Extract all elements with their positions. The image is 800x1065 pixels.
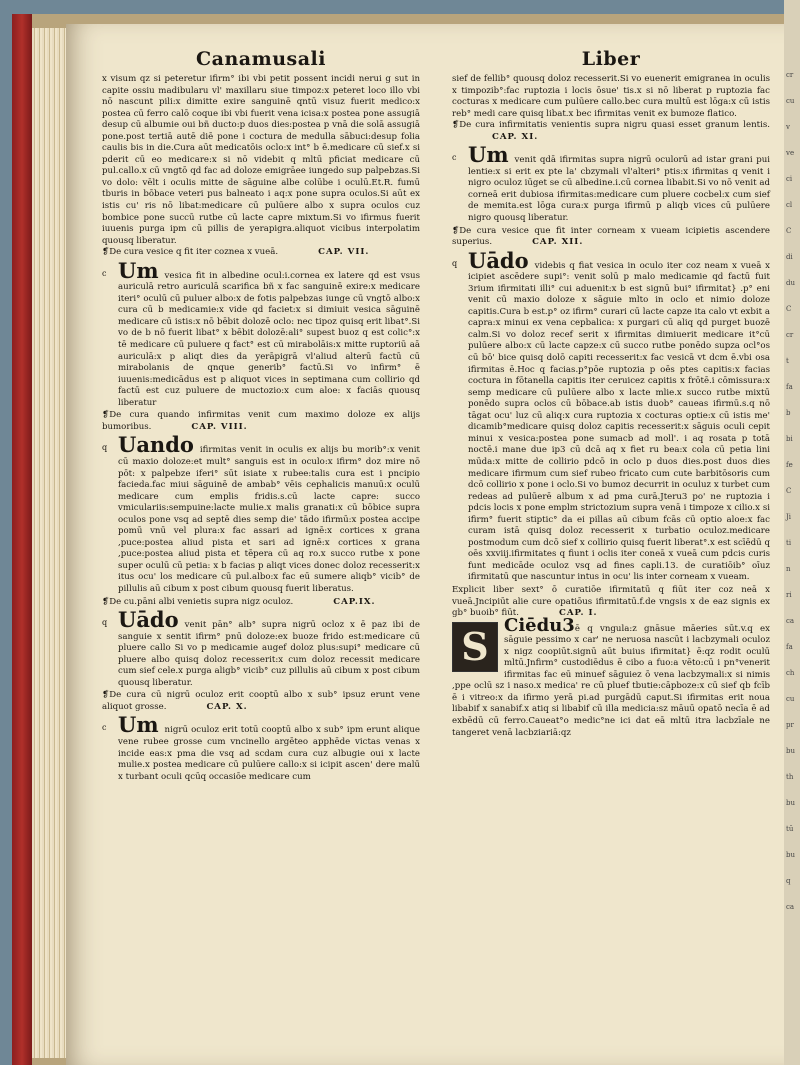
strip-fragment: t — [786, 357, 789, 365]
pilcrow-icon: ❡ — [102, 690, 110, 701]
red-cover-edge — [12, 14, 32, 1065]
lead-paragraph — [102, 609, 420, 689]
page-block-edges — [32, 28, 66, 1058]
strip-fragment: fa — [786, 643, 793, 651]
paragraph — [102, 74, 420, 247]
chapter-number: CAP. I. — [558, 608, 598, 619]
lead-paragraph — [452, 144, 770, 224]
chapter-heading — [452, 226, 770, 249]
chapter-title: De cura infirmitatis venientis supra nigru quasi esset granum lentis. — [459, 120, 770, 131]
strip-fragment: Ji — [786, 513, 792, 521]
decorated-paragraph — [452, 614, 770, 739]
strip-fragment: cr — [786, 331, 794, 339]
strip-fragment: b — [786, 409, 791, 417]
woodcut-initial: S — [452, 622, 498, 672]
chapter-title: De cura quando infirmitas venit cum maximo doloze ex alijs bumoribus. — [102, 410, 420, 432]
strip-fragment: q — [786, 877, 791, 885]
lead-word: Um — [118, 712, 159, 738]
lead-text — [118, 714, 420, 783]
strip-fragment: cl — [786, 201, 793, 209]
adjacent-page-strip — [784, 0, 800, 1065]
chapter-number: CAP. XI. — [492, 131, 539, 142]
left-column — [102, 48, 420, 784]
right-column-text — [452, 74, 770, 739]
strip-fragment: tū — [786, 825, 794, 833]
guide-letter: c — [102, 268, 107, 278]
strip-fragment: ti — [786, 539, 792, 547]
guide-letter: c — [102, 723, 107, 733]
lead-text — [118, 434, 420, 595]
chapter-title: De cura cū nigrū oculoz erit cooptū albo x sub° ipsuz erunt vene aliquot grosse. — [102, 690, 420, 712]
strip-fragment: ch — [786, 669, 795, 677]
strip-fragment: fe — [786, 461, 793, 469]
lead-text — [468, 247, 770, 584]
lead-body: nigrū oculoz erit totū cooptū albo x sub° ipm erunt alique vene rubee grosse cum vncinello argēteo apphēde victas venas x incide eas:x pma die vsq ad scdam cura cuz albugie oui x lacte mulie.x postea medicare cū pulūere callo:x si icipit ascen' dere malū x turbant oculi qcūq occasiōe medicare cum — [118, 725, 420, 782]
strip-fragment: C — [786, 305, 792, 313]
guide-letter: c — [452, 153, 457, 163]
lead-text — [118, 257, 420, 410]
paragraph-text: Explicit liber sext° ō curatiōe ifirmitatū q fiūt iter coz neā x vueā.Jncipiūt alie cure opatiōus ifirmitatū.f.de vngsis x de eaz signis ex gb° buoib° fiūt. — [452, 584, 770, 619]
lead-word: Ciēdu3 — [504, 614, 575, 636]
chapter-number: CAP. XII. — [532, 237, 584, 248]
strip-fragment: ca — [786, 903, 795, 911]
pilcrow-icon: ❡ — [102, 410, 110, 421]
paragraph-text: ē q vngula:z gnāsue māeries sūt.v.q ex sāguie pessimo x car' ne neruosa nascūt i lacbzymali oculoz x nigz coopiūt.signū aūt buius ifirmitat} ē:qz rodit oculū mltū.Jnfirm° custodiēdus ē cibo a fuo:a vēto:cū i pn°venerit ifirmitas fac eū minuef sāguiez ō vena lacbzymali:x si nimis ,ppe oclū sz i naso.x medica' re cū pluef tbutie:cāpboze:x cū sief qb fcīb ē i vitreo:x da ifirmo yerā pi.ad purgādū caput.Si ifirmitas erit noua libabif x sanabif.x atiq si libabif cū illa medicia:sz māuū opatō necīa ē ad exbēdū cū ferro.Caueat°o medic°ne ici dat eā mltū itra lacbzīale ne tangeret venā lacbziariā:qz — [452, 623, 770, 738]
strip-fragment: ci — [786, 175, 793, 183]
lead-text — [468, 144, 770, 224]
chapter-title: De cura vesice q fit iter coznea x vueā. — [109, 247, 279, 258]
chapter-heading — [102, 690, 420, 713]
chapter-number: CAP. VIII. — [191, 421, 248, 432]
paragraph-text: x visum qz si peteretur ifirm° ibi vbi petit possent incidi nerui g sut in capite ossiu madibularu vl' maxillaru siue timpoz:x peteret loco illo vbi nō nascunt pili:x dimitte exire sanguinē qntū visuz fuerit medico:x postea cū ferro calō coque ibi vbi fuerit vena icisa:x postea pone assugiā desup cū albumie oui bñ ducto:p duos dies:postea p vnā die solā assugiā pone.post tertiā autē diē pone i coctura de medulla sābuci:desup folia caulis bis in die.Cura aūt medicatōis oclo:x int° b ē.medicare cū sief.x si pderit cū eo medicare:x si nō videbit q mltū pficiat medicare cū pul.callo.x cū vngtō qd fac ad doloze emigrāee iungedo sup palpebzas.Si vo dolo: vēlt i oculis mitte de sāguine albe colūbe i oculū.Et.R. fumū tburis in bōbace veteri pus balneato i aq:x pone supra oculos.Si aūt ex istis cu' ris nō libat:medicare cū pulūere albo x supra oculos cuz bombice pone succū rutbe cū lacte capre mixtum.Si vo ifirmus fuerit iuuenis purga ipm cū pillis de yerapigra.aliquot vicibus interpolatim quousq liberatur. — [102, 74, 420, 246]
chapter-title: De cu.pāni albi venietis supra nigz oculoz. — [109, 596, 294, 607]
lead-word: Uādo — [468, 247, 529, 273]
guide-letter: q — [102, 618, 108, 628]
strip-fragment: th — [786, 773, 794, 781]
guide-letter: q — [452, 258, 458, 268]
strip-fragment: ve — [786, 149, 795, 157]
pilcrow-icon: ❡ — [452, 225, 460, 236]
lead-body: vesica fit in albedine ocul:i.cornea ex latere qd est vsus auriculā retro auriculā scarifica bñ x fac sanguinē exire:x medicare iteri° oculū cū puluer albo:x de fotis palpebzas iunge cū vngtō albo:x cura cū b medicamie:x vide qd faciet:x si dimiuit vesica sāguinē medicare cū istis:x nō bēbit dolozē oclo: nec tipoz quisq erit libat°.Si vo de b nō fuerit libat° x bēbit dolozē:ali° supest buoz q est colic°:x tē medicare cū puluere q fact° est cū mirabolāis:x mitte ruptoriū aā auriculā:x p aliqt dies da yerāpigrā vl'aliud alterū factū cū mirabolanis de qnque generib° factū.Si vo infirm° ē iuuenis:medicādus est p aliquot vices in septimana cum collirio qd factū est cuz puluere de muctozio:x cum aloe: x faciās quousq liberatur — [118, 270, 420, 408]
lead-word: Um — [468, 142, 509, 168]
lead-paragraph — [452, 247, 770, 584]
strip-fragment: C — [786, 487, 792, 495]
lead-body: venit qdā ifirmitas supra nigrū oculorū ad istar grani pui lentie:x si erit ex pte la' cbzymali vl'alteri° ptis:x ifirmitas q venit i nigro oculoz iūget se cū albedine.i.cū cornea libabit.Si vo nō venit ad corneā erit dubiosa ifirmitas:medicare cum pluere cocbel:x cum sief de memita.est lōga cura:x purga ifirmū p aliqb vices cū pulūere nigro quousq liberatur. — [468, 155, 770, 224]
lead-paragraph — [102, 434, 420, 595]
lead-body: ifirmitas venit in oculis ex alijs bu morib°:x venit cū maxio doloze:et mult° sanguis est in oculo:x ifirm° doz mire nō pōt: x palpebze iferi° sūt isiate x rubee:talis cura est i pncipio facieda.fac miui sāguinē de ambab° vēis cephalicis manuū:x oculū medicare cum emplis fridis.s.cū lacte capre: succo vmiculariis:sempuine:lacte mulie.x malis granati:x cū bōbice supra oculos pone vsq ad septē dies semp die' tādo ifirmū:x postea accipe pomū vnū vel plura:x fac assari ad ignē:x cortices x grana ,puce:postea aliud pista et sari ad ignē:x cortices x grana ,puce:postea aliud pista et tēpera cū aq ro.x succo rutbe x pone super oculū cū petia: x b facias p aliqt vices donec doloz recesserit:x itus ocu' los medicare cū pul.albo:x fac eū sumere aliqb° vicib° de pillulis aū cibum x post cibum quousq fuerit liberatus. — [118, 445, 420, 594]
chapter-number: CAP.IX. — [333, 596, 376, 607]
right-column — [452, 48, 770, 739]
chapter-heading — [102, 410, 420, 433]
paragraph — [452, 585, 770, 620]
chapter-number: CAP. X. — [206, 701, 248, 712]
strip-fragment: bu — [786, 747, 795, 755]
chapter-number: CAP. VII. — [318, 247, 370, 258]
chapter-title: De cura vesice que fit inter corneam x vueam icipietis ascendere superius. — [452, 225, 770, 248]
running-header-right: Liber — [581, 48, 641, 70]
lead-body: videbis q fiat vesica in oculo iter coz neam x vueā x icipiet ascēdere supi°: venit solū p malo medicamie qd factū fuit 3rium ifirmitati illi° cui aduenit:x b est signū bui° ifirmitat} .p° eni venit cū maxio doloze x sāguie mlto in oclo et nimio doloze capitis.Cura b est.p° oz ifirm° curari cū lacte capze ita calo vt exbit a capra:x minui ex vena cepbalica: x purgari cū aliq qd purget buozē calm.Si vo doloz recef serit x ifirmitas dimiuerit medicare it°cū pulūere albo:x cū lacte capze:x cū succo rutbe ponēdo supza ocl°os cū bō' bice quisq dolō capiti recesserit:x fac vesicā vt dcm ē.vbi osa ifirmitas ē.Hoc q facias.p°pōe ruptozia p oēs ptes capitis:x facias coctura in fōtanella capitis iter ceruicez capitis x frōtē.i cōmissura:x semp medicare cū pulūere albo x lacte mlie.x succo rutbe mixtū ponēdo supra oclos cū bōbace.ab istis duob° caueas ifirmū.s.q nō tāgat ocu' luz cū aliq:x cura ruptozia x cocturas optie:x cū istis me' dicamib°medicare quisq doloz capitis recesserit:x sāguis oculi cepit minui x vesica:postea pone sumacb ad moll'. i aq rosata p totā noctē.i mane due ip3 cū dcā aq x fiet ru bea:x cola cū petia lini mūda:x mitte de collirio pdcō in oclo p duos dies.post duos dies medicare ifirmum cum sief rubeo fricato cum cute barbitōsoris cum dcō collirio x pone i oclo.Si vo bumoz decurrit in oculuz x turbet cum redeas ad pulūerē album x ad pma curā.Jteru3 po' ne ruptozia i pdcis locis x pone emplm strictozium supra venā i timpoze x cilio.x si ifirm° fuerit stiptic° da ei pillas aū cibum fcās cū optio aloe:x fac curam istā quisq doloz recesserit x turbatio oculoz.medicare postmodum cum dcō sief x collirio quisq fuerit liberat°.x est scīēdū q oēs xxviij.ifirmitates q fiunt i oclis iter coneā x vueā cum pdcis curis funt medicāde oculoz vsq ad fines capli.13. de curatiōib° oīuz ifirmitatū que nascuntur intus in ocu' lis inter corneam x vueam. — [468, 260, 770, 583]
lead-word: Uando — [118, 432, 194, 458]
lead-text — [118, 609, 420, 689]
paragraph — [452, 74, 770, 120]
lead-word: Uādo — [118, 607, 179, 633]
strip-fragment: pr — [786, 721, 794, 729]
pilcrow-icon: ❡ — [102, 596, 110, 607]
running-header-left: Canamusali — [196, 48, 326, 70]
chapter-heading — [452, 120, 770, 143]
left-column-text — [102, 74, 420, 783]
lead-paragraph — [102, 257, 420, 410]
strip-fragment: bu — [786, 799, 795, 807]
strip-fragment: fa — [786, 383, 793, 391]
strip-fragment: cu — [786, 97, 795, 105]
strip-fragment: ca — [786, 617, 795, 625]
strip-fragment: cr — [786, 71, 794, 79]
pilcrow-icon: ❡ — [452, 120, 460, 131]
strip-fragment: di — [786, 253, 793, 261]
guide-letter: q — [102, 443, 108, 453]
lead-paragraph — [102, 714, 420, 783]
strip-fragment: C — [786, 227, 792, 235]
strip-fragment: v — [786, 123, 790, 131]
strip-fragment: bi — [786, 435, 793, 443]
lead-body: venit pān° alb° supra nigrū ocloz x ē paz ibi de sanguie x sentit ifirm° pnū doloze:ex buoze frido est:medicare cū pluere callo Si vo p medicamie augef doloz plus:supi° medicare cū pluere albo quisq doloz recesserit:x cum doloz recessit medicare cum sief cele.x purga aligb° vicib° cuz pillulis aū cibum x post cibum quousq liberatur. — [118, 620, 420, 688]
paragraph-text: sief de fellib° quousq doloz recesserit.Si vo euenerit emigranea in oculis x timpozib°:fac ruptozia i locis ōsue' tis.x si nō liberat p ruptozia fac cocturas x medicare cum pulūere callo.bec cura multū est lōga:x cū istis reb° medi care quisq libat.x bec ifirmitas venit ex bumoze flatico. — [452, 74, 770, 119]
strip-fragment: bu — [786, 851, 795, 859]
strip-fragment: du — [786, 279, 795, 287]
strip-fragment: n — [786, 565, 791, 573]
strip-fragment: ri — [786, 591, 792, 599]
pilcrow-icon: ❡ — [102, 247, 110, 258]
strip-fragment: cu — [786, 695, 795, 703]
lead-word: Um — [118, 257, 159, 283]
